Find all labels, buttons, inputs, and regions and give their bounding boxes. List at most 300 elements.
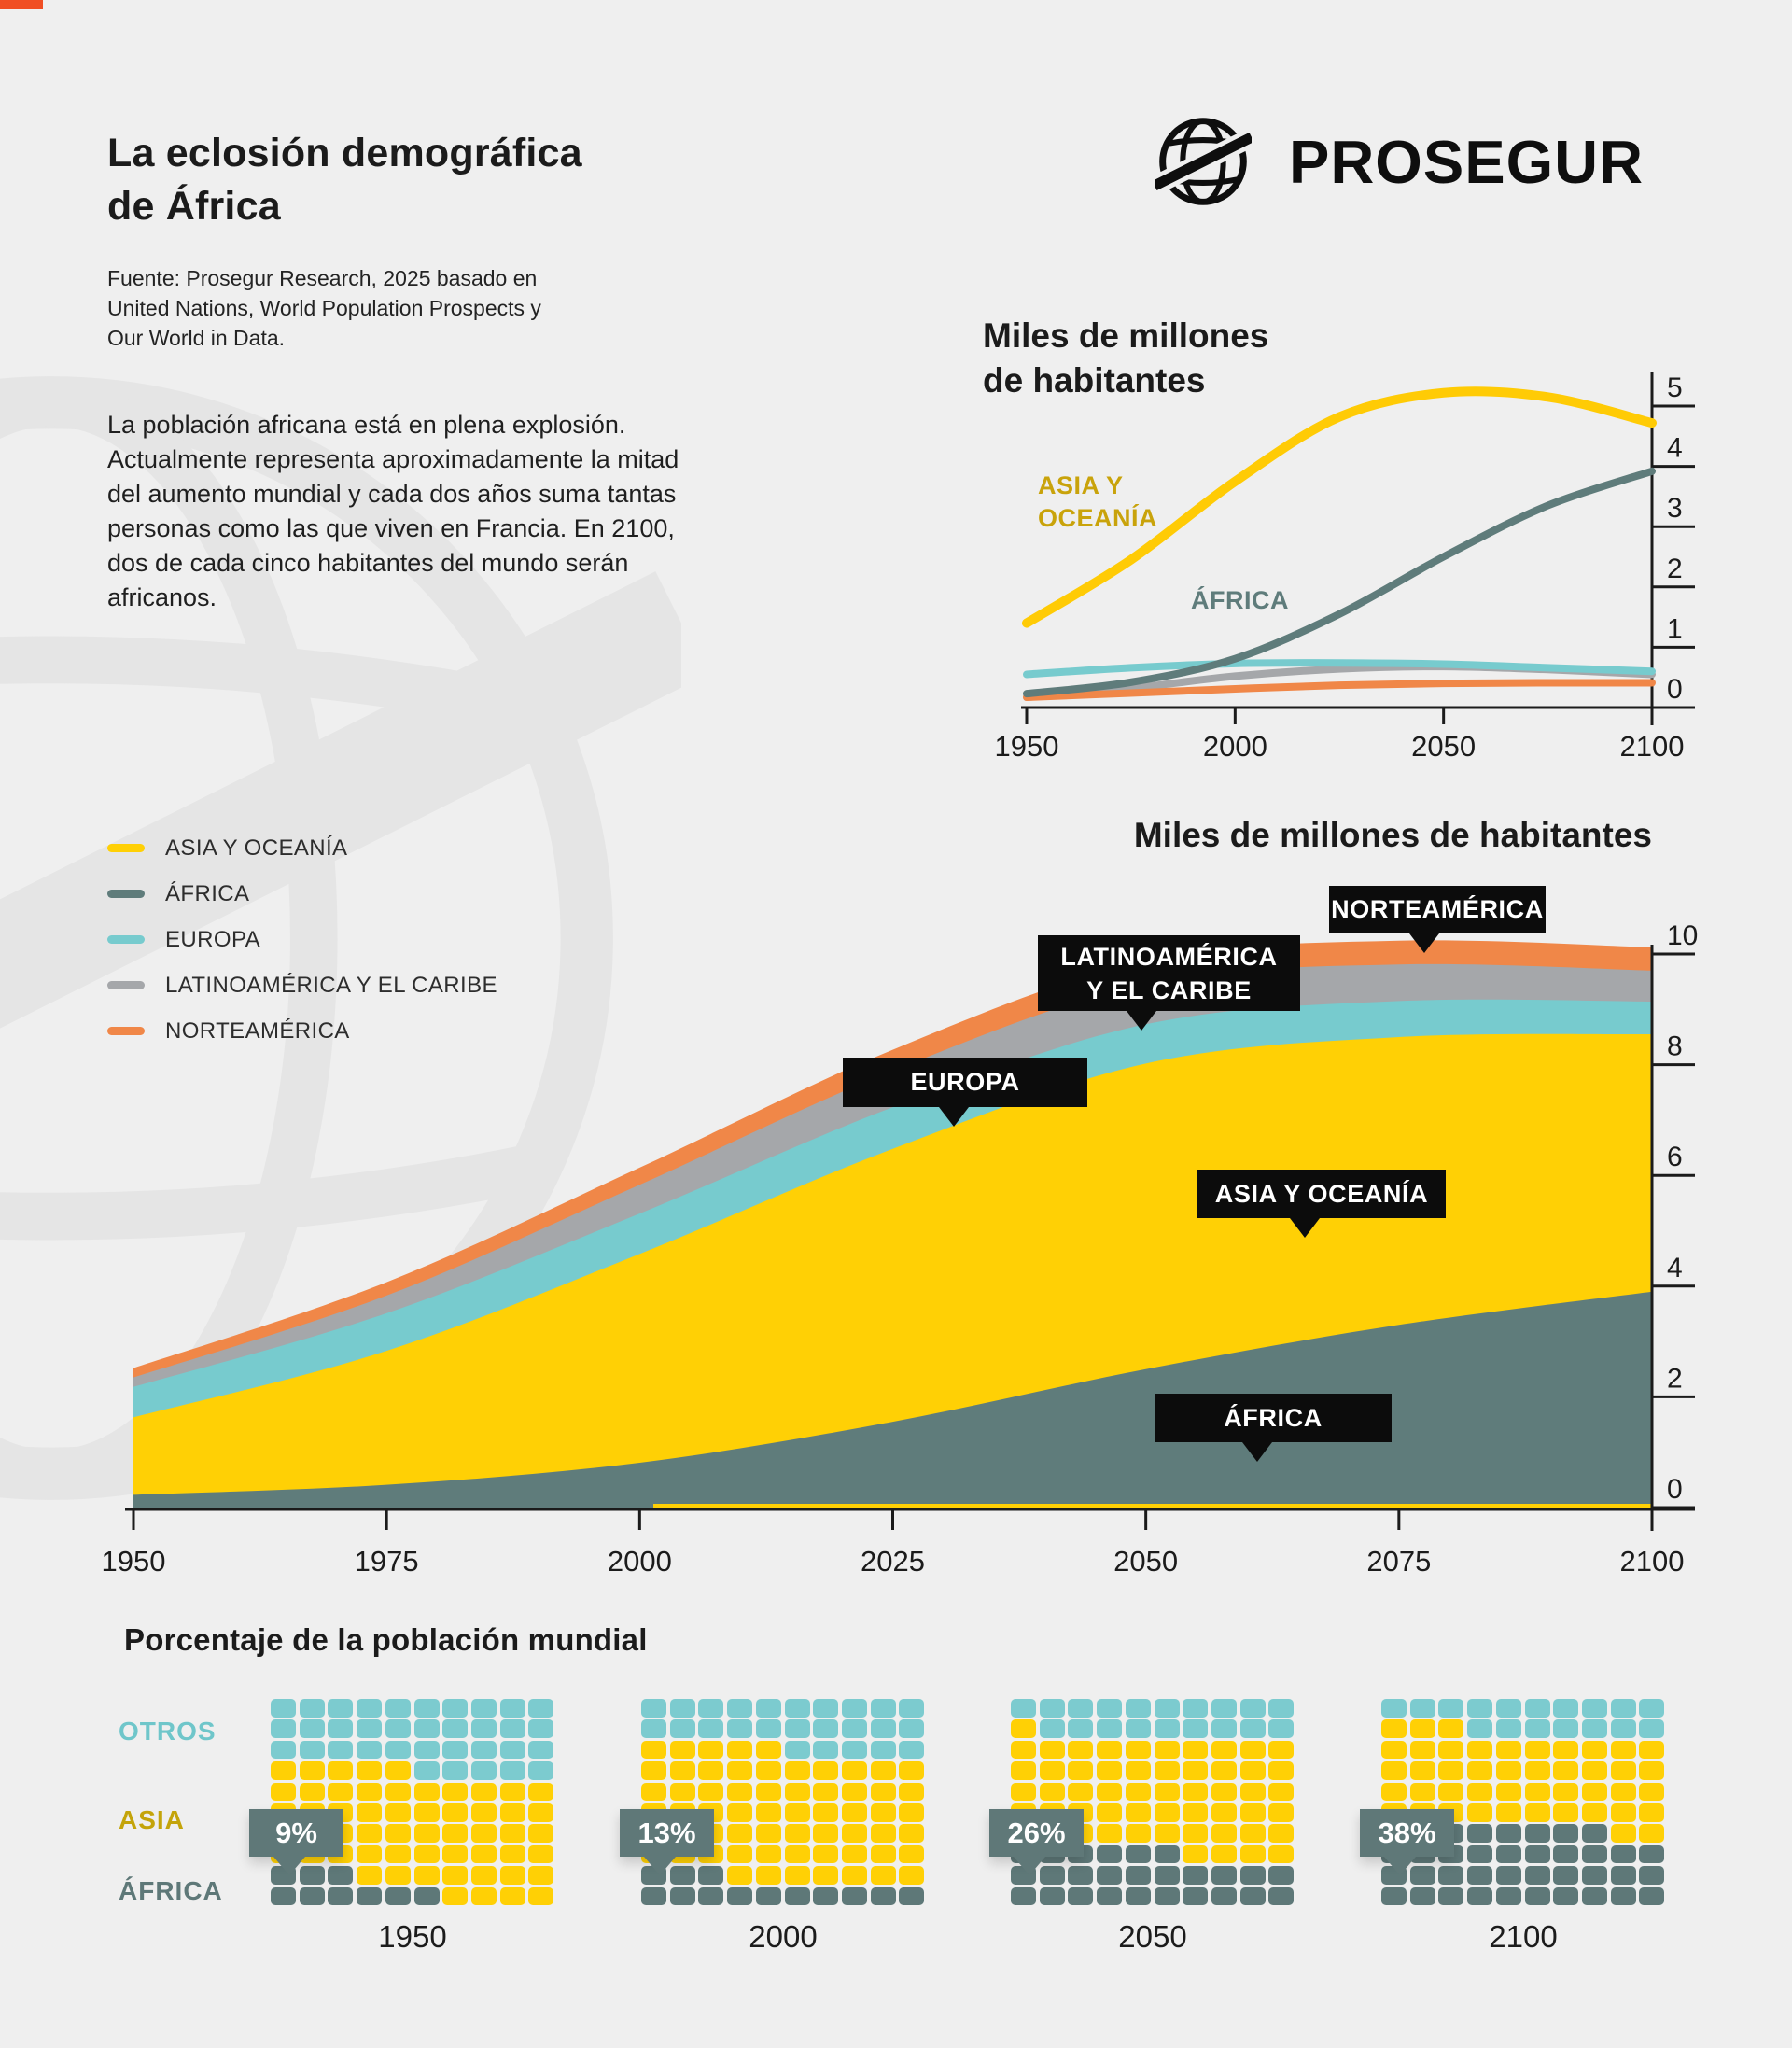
waffle-cell (500, 1741, 525, 1760)
waffle-cell (357, 1741, 382, 1760)
waffle-cell (1467, 1761, 1492, 1780)
y-tick-label: 4 (1667, 1252, 1683, 1284)
waffle-cell (727, 1761, 752, 1780)
line-chart (971, 364, 1792, 775)
waffle-cell (899, 1699, 924, 1718)
waffle-cell (698, 1866, 723, 1885)
badge-tail (273, 1857, 305, 1875)
waffle-cell (1410, 1741, 1435, 1760)
waffle-cell (385, 1719, 411, 1738)
waffle-cell (756, 1845, 781, 1864)
waffle-cell (1126, 1824, 1151, 1843)
waffle-cell (1155, 1719, 1180, 1738)
waffle-cell (442, 1761, 468, 1780)
waffle-cell (500, 1803, 525, 1822)
waffle-cell (1410, 1719, 1435, 1738)
waffle-cell (1097, 1824, 1122, 1843)
waffle-cell (1240, 1887, 1266, 1906)
waffle-cell (698, 1719, 723, 1738)
waffle-cell (300, 1719, 325, 1738)
y-tick-label: 5 (1667, 372, 1683, 403)
globe-icon (1155, 110, 1252, 213)
waffle-cell (899, 1887, 924, 1906)
waffle-cell (785, 1719, 810, 1738)
waffle-cell (785, 1824, 810, 1843)
waffle-cell (1410, 1761, 1435, 1780)
waffle-cell (328, 1887, 353, 1906)
waffle-cell (1525, 1741, 1550, 1760)
callout-africa: ÁFRICA (1155, 1394, 1392, 1442)
waffle-cell (727, 1845, 752, 1864)
waffle-cell (271, 1719, 296, 1738)
page-title-line1: La eclosión demográfica (107, 131, 582, 175)
waffle-cell (1040, 1761, 1065, 1780)
waffle-cell (528, 1699, 553, 1718)
waffle-cell (328, 1699, 353, 1718)
prosegur-wordmark: PROSEGUR (1289, 127, 1645, 196)
waffle-cell (1467, 1803, 1492, 1822)
waffle-cell (1126, 1866, 1151, 1885)
waffle-cell (385, 1887, 411, 1906)
waffle-cell (1611, 1887, 1636, 1906)
waffle-cell (1183, 1741, 1208, 1760)
waffle-cell (1553, 1719, 1578, 1738)
waffle-cell (414, 1887, 440, 1906)
waffle-cell (357, 1866, 382, 1885)
waffle-cell (1611, 1824, 1636, 1843)
waffle-cell (1268, 1741, 1294, 1760)
waffle-year-label: 1950 (378, 1919, 447, 1954)
waffle-cell (414, 1761, 440, 1780)
waffle-cell (1525, 1761, 1550, 1780)
waffle-cell (813, 1866, 838, 1885)
y-tick-label: 0 (1667, 1474, 1683, 1505)
waffle-cell (785, 1741, 810, 1760)
waffle-cell (385, 1741, 411, 1760)
waffle-cell (1097, 1699, 1122, 1718)
waffle-cell (1183, 1845, 1208, 1864)
waffle-cell (813, 1887, 838, 1906)
waffle-cell (1155, 1741, 1180, 1760)
waffle-cell (1582, 1761, 1607, 1780)
waffle-cell (1268, 1783, 1294, 1802)
waffle-cell (328, 1761, 353, 1780)
waffle-cell (670, 1783, 695, 1802)
waffle-cell (1126, 1699, 1151, 1718)
waffle-cell (1553, 1845, 1578, 1864)
legend-item-asia: ASIA Y OCEANÍA (107, 825, 497, 871)
waffle-cell (1126, 1803, 1151, 1822)
x-tick-label: 2000 (607, 1545, 672, 1578)
x-tick-label: 2025 (861, 1545, 925, 1578)
waffle-cell (1068, 1699, 1093, 1718)
waffle-cell (1582, 1783, 1607, 1802)
waffle-cell (1211, 1824, 1237, 1843)
waffle-cell (871, 1824, 896, 1843)
waffle-cell (1097, 1761, 1122, 1780)
waffle-cell (1240, 1741, 1266, 1760)
waffle-cell (385, 1866, 411, 1885)
waffle-cell (785, 1803, 810, 1822)
waffle-cell (756, 1719, 781, 1738)
waffle-cell (756, 1783, 781, 1802)
waffle-cell (1240, 1824, 1266, 1843)
waffle-cell (1467, 1887, 1492, 1906)
waffle-cell (842, 1824, 867, 1843)
waffle-cell (899, 1803, 924, 1822)
waffle-cell (528, 1761, 553, 1780)
waffle-cell (1496, 1719, 1521, 1738)
legend-item-europa: EUROPA (107, 917, 497, 962)
waffle-cell (442, 1845, 468, 1864)
waffle-cell (471, 1887, 497, 1906)
waffle-cell (813, 1783, 838, 1802)
waffle-cell (500, 1783, 525, 1802)
waffle-cell (1496, 1866, 1521, 1885)
waffle-cell (756, 1803, 781, 1822)
waffle-cell (1639, 1824, 1664, 1843)
waffle-cell (785, 1761, 810, 1780)
waffle-cell (1467, 1866, 1492, 1885)
waffle-cell (1155, 1803, 1180, 1822)
waffle-cell (1126, 1845, 1151, 1864)
waffle-cell (1183, 1699, 1208, 1718)
waffle-cell (813, 1719, 838, 1738)
waffle-cell (1268, 1887, 1294, 1906)
waffle-cell (1467, 1845, 1492, 1864)
waffle-cell (1611, 1699, 1636, 1718)
x-tick-label: 2100 (1619, 1545, 1685, 1578)
waffle-row-label-asia: ASIA (119, 1805, 185, 1834)
waffle-cell (727, 1803, 752, 1822)
africa-percentage-value: 26% (1007, 1816, 1066, 1849)
waffle-cell (871, 1803, 896, 1822)
waffle-cell (727, 1824, 752, 1843)
waffle-cell (471, 1719, 497, 1738)
waffle-cell (328, 1783, 353, 1802)
waffle-cell (756, 1741, 781, 1760)
waffle-cell (1183, 1824, 1208, 1843)
callout-asia-oceania: ASIA Y OCEANÍA (1197, 1170, 1446, 1218)
waffle-cell (1040, 1887, 1065, 1906)
waffle-cell (357, 1699, 382, 1718)
callout-latinoamerica: LATINOAMÉRICA Y EL CARIBE (1038, 935, 1300, 1011)
waffle-cell (1467, 1699, 1492, 1718)
waffle-cell (871, 1699, 896, 1718)
waffle-cell (1525, 1845, 1550, 1864)
waffle-cell (871, 1783, 896, 1802)
area-chart-title: Miles de millones de habitantes (1133, 816, 1652, 854)
waffle-cell (1155, 1887, 1180, 1906)
waffle-year-label: 2000 (749, 1919, 818, 1954)
y-tick-label: 0 (1667, 674, 1683, 705)
y-tick-label: 10 (1667, 920, 1699, 951)
waffle-cell (1496, 1699, 1521, 1718)
x-tick-label: 2000 (1202, 730, 1267, 763)
waffle-cell (1097, 1803, 1122, 1822)
x-tick-label: 2100 (1619, 730, 1685, 763)
waffle-cell (842, 1887, 867, 1906)
waffle-cell (414, 1783, 440, 1802)
waffle-cell (1639, 1761, 1664, 1780)
callout-tail (1242, 1442, 1272, 1462)
waffle-cell (1211, 1866, 1237, 1885)
waffle-cell (528, 1719, 553, 1738)
waffle-cell (1155, 1845, 1180, 1864)
waffle-cell (442, 1719, 468, 1738)
top-left-accent (0, 0, 43, 9)
waffle-cell (1639, 1699, 1664, 1718)
waffle-cell (414, 1803, 440, 1822)
waffle-cell (528, 1845, 553, 1864)
waffle-cell (271, 1761, 296, 1780)
line-series-label-africa: ÁFRICA (1191, 586, 1289, 614)
waffle-cell (1525, 1719, 1550, 1738)
africa-percentage-badge (1360, 1809, 1454, 1857)
waffle-cell (1639, 1803, 1664, 1822)
waffle-cell (442, 1887, 468, 1906)
x-tick-label: 1950 (994, 730, 1059, 763)
x-tick-label: 1950 (101, 1545, 166, 1578)
waffle-cell (471, 1783, 497, 1802)
badge-tail (1014, 1857, 1045, 1875)
waffle-cell (1240, 1845, 1266, 1864)
legend-item-norteamerica: NORTEAMÉRICA (107, 1008, 497, 1054)
waffle-cell (670, 1719, 695, 1738)
waffle-cell (641, 1783, 666, 1802)
waffle-cell (727, 1741, 752, 1760)
waffle-cell (1381, 1761, 1407, 1780)
y-tick-label: 3 (1667, 493, 1683, 525)
waffle-cell (1068, 1887, 1093, 1906)
waffle-cell (1011, 1887, 1036, 1906)
waffle-cell (670, 1761, 695, 1780)
x-tick-label: 2050 (1113, 1545, 1179, 1578)
waffle-cell (1155, 1761, 1180, 1780)
waffle-cell (1639, 1719, 1664, 1738)
waffle-cell (1496, 1845, 1521, 1864)
waffle-cell (1381, 1783, 1407, 1802)
waffle-cell (1553, 1824, 1578, 1843)
waffle-cell (1183, 1783, 1208, 1802)
waffle-cell (442, 1741, 468, 1760)
waffle-cell (1040, 1719, 1065, 1738)
waffle-cell (271, 1699, 296, 1718)
y-tick-label: 2 (1667, 1363, 1683, 1395)
waffle-cell (842, 1845, 867, 1864)
callout-tail (1409, 933, 1439, 953)
africa-percentage-badge (249, 1809, 343, 1857)
waffle-cell (1582, 1866, 1607, 1885)
waffle-cell (357, 1803, 382, 1822)
waffle-cell (471, 1824, 497, 1843)
waffle-cell (1183, 1719, 1208, 1738)
waffle-cell (385, 1761, 411, 1780)
line-series-label-asia: ASIA Y OCEANÍA (1038, 471, 1158, 532)
waffle-cell (727, 1783, 752, 1802)
waffle-cell (899, 1719, 924, 1738)
waffle-cell (1183, 1866, 1208, 1885)
waffle-cell (1097, 1783, 1122, 1802)
waffle-cell (1126, 1741, 1151, 1760)
waffle-cell (300, 1783, 325, 1802)
waffle-cell (1496, 1824, 1521, 1843)
waffle-cell (1240, 1803, 1266, 1822)
waffle-cell (528, 1741, 553, 1760)
waffle-cell (1438, 1761, 1463, 1780)
waffle-cell (727, 1699, 752, 1718)
waffle-cell (471, 1803, 497, 1822)
waffle-cell (1496, 1783, 1521, 1802)
waffle-cell (698, 1887, 723, 1906)
africa-percentage-badge (989, 1809, 1084, 1857)
waffle-cell (756, 1761, 781, 1780)
waffle-cell (328, 1719, 353, 1738)
waffle-cell (641, 1699, 666, 1718)
waffle-cell (1097, 1887, 1122, 1906)
waffle-cell (300, 1761, 325, 1780)
waffle-cell (500, 1699, 525, 1718)
waffle-cell (1211, 1887, 1237, 1906)
waffle-cell (1211, 1741, 1237, 1760)
waffle-cell (1097, 1845, 1122, 1864)
waffle-cell (756, 1699, 781, 1718)
waffle-cell (1525, 1887, 1550, 1906)
waffle-cell (1525, 1699, 1550, 1718)
waffle-cell (500, 1866, 525, 1885)
waffle-cell (1211, 1783, 1237, 1802)
waffle-cell (785, 1845, 810, 1864)
waffle-cell (1438, 1741, 1463, 1760)
africa-percentage-value: 9% (275, 1816, 317, 1849)
waffle-cell (698, 1783, 723, 1802)
y-tick-label: 8 (1667, 1031, 1683, 1062)
waffle-cell (1381, 1699, 1407, 1718)
waffle-cell (1553, 1887, 1578, 1906)
waffle-cell (1496, 1803, 1521, 1822)
waffle-year-label: 2050 (1118, 1919, 1187, 1954)
waffle-cell (357, 1783, 382, 1802)
waffle-cell (414, 1845, 440, 1864)
waffle-cell (500, 1824, 525, 1843)
waffle-cell (727, 1719, 752, 1738)
waffle-cell (357, 1887, 382, 1906)
waffle-cell (1582, 1699, 1607, 1718)
waffle-cell (500, 1845, 525, 1864)
x-tick-label: 1975 (354, 1545, 419, 1578)
prosegur-logo (1155, 109, 1722, 214)
waffle-cell (1268, 1803, 1294, 1822)
waffle-cell (785, 1783, 810, 1802)
waffle-cell (1438, 1699, 1463, 1718)
waffle-cell (414, 1719, 440, 1738)
waffle-cell (1068, 1783, 1093, 1802)
waffle-cell (1525, 1866, 1550, 1885)
waffle-cell (528, 1824, 553, 1843)
waffle-cell (1496, 1887, 1521, 1906)
waffle-cell (1639, 1866, 1664, 1885)
baseline-accent (653, 1504, 1652, 1508)
waffle-cell (1155, 1783, 1180, 1802)
waffle-cell (871, 1761, 896, 1780)
waffle-cell (528, 1866, 553, 1885)
waffle-cell (899, 1761, 924, 1780)
waffle-cell (300, 1887, 325, 1906)
waffle-cell (1410, 1887, 1435, 1906)
waffle-cell (1155, 1699, 1180, 1718)
waffle-cell (357, 1719, 382, 1738)
waffle-cell (1126, 1761, 1151, 1780)
waffle-cell (357, 1845, 382, 1864)
waffle-cell (414, 1866, 440, 1885)
waffle-cell (1211, 1719, 1237, 1738)
waffle-cell (871, 1719, 896, 1738)
waffle-cell (1240, 1783, 1266, 1802)
waffle-cell (1553, 1761, 1578, 1780)
waffle-cell (385, 1783, 411, 1802)
intro-paragraph: La población africana está en plena explosión. Actualmente representa aproximadamente la mitad del aumento mundial y cada dos años suma tantas personas como las que viven en Francia. En 2100, dos de cada cinco habitantes del mundo serán africanos. (107, 411, 679, 611)
waffle-cell (727, 1887, 752, 1906)
waffle-cell (1639, 1845, 1664, 1864)
waffle-cell (471, 1761, 497, 1780)
waffle-cell (414, 1699, 440, 1718)
waffle-section-title: Porcentaje de la población mundial (124, 1622, 648, 1657)
callout-tail (1290, 1218, 1320, 1238)
waffle-cell (842, 1719, 867, 1738)
waffle-cell (1240, 1699, 1266, 1718)
waffle-cell (1496, 1741, 1521, 1760)
waffle-cell (1097, 1866, 1122, 1885)
waffle-cell (1438, 1887, 1463, 1906)
waffle-cell (1068, 1761, 1093, 1780)
waffle-cell (1467, 1719, 1492, 1738)
badge-tail (1384, 1857, 1416, 1875)
waffle-cell (1155, 1866, 1180, 1885)
waffle-cell (500, 1719, 525, 1738)
waffle-cell (1553, 1783, 1578, 1802)
waffle-cell (899, 1866, 924, 1885)
waffle-cell (271, 1783, 296, 1802)
waffle-cell (471, 1845, 497, 1864)
waffle-cell (1268, 1866, 1294, 1885)
waffle-cell (442, 1824, 468, 1843)
waffle-cell (1268, 1719, 1294, 1738)
waffle-cell (1011, 1719, 1036, 1738)
waffle-cell (1553, 1866, 1578, 1885)
waffle-cell (1155, 1824, 1180, 1843)
y-tick-label: 1 (1667, 613, 1683, 645)
waffle-cell (670, 1887, 695, 1906)
waffle-cell (670, 1699, 695, 1718)
waffle-cell (871, 1845, 896, 1864)
waffle-cell (1525, 1803, 1550, 1822)
waffle-cell (500, 1887, 525, 1906)
waffle-cell (1582, 1824, 1607, 1843)
waffle-cell (1011, 1741, 1036, 1760)
waffle-cell (1611, 1783, 1636, 1802)
waffle-cell (1126, 1887, 1151, 1906)
waffle-cell (385, 1824, 411, 1843)
waffle-cell (871, 1741, 896, 1760)
africa-percentage-badge (620, 1809, 714, 1857)
waffle-cell (641, 1741, 666, 1760)
waffle-cell (1097, 1741, 1122, 1760)
waffle-cell (1040, 1783, 1065, 1802)
waffle-cell (813, 1803, 838, 1822)
source-note: Fuente: Prosegur Research, 2025 basado en United Nations, World Population Prospects y Our World in Data. (107, 266, 541, 350)
waffle-cell (1467, 1741, 1492, 1760)
waffle-cell (1040, 1699, 1065, 1718)
